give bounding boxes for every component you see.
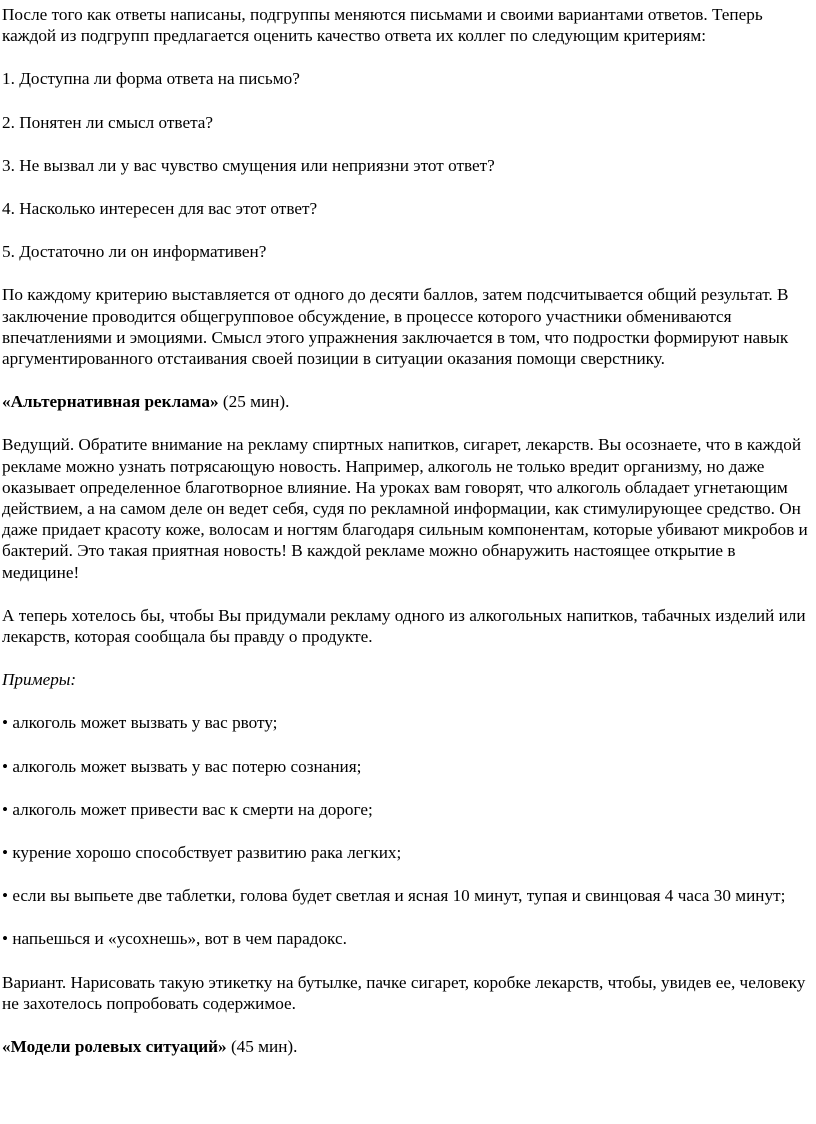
section-title: «Альтернативная реклама»	[2, 392, 219, 412]
criterion-5: 5. Достаточно ли он информативен?	[2, 242, 267, 262]
leader-paragraph: Ведущий. Обратите внимание на рекламу спиртных напитков, сигарет, лекарств. Вы осознаете, что в каждой рекламе можно узнать потрясающую новость. Например, алкоголь не только вредит организму, но даже оказывает определенное благотворное влияние. На уроках вам говорят, что алкоголь обладает угнетающим действием, а на самом деле он ведет себя, судя по рекламной информации, как стимулирующее средство. Он даже придает красоту коже, волосам и ногтям благодаря сильным компонентам, которые убивают микробов и бактерий. Это такая приятная новость! В каждой рекламе можно обнаружить настоящее открытие в медицине!	[2, 435, 808, 582]
example-item-3: • алкоголь может привести вас к смерти на дороге;	[2, 799, 373, 819]
example-item-2: • алкоголь может вызвать у вас потерю сознания;	[2, 756, 362, 776]
example-item-1: • алкоголь может вызвать у вас рвоту;	[2, 713, 278, 733]
criterion-3: 3. Не вызвал ли у вас чувство смущения или неприязни этот ответ?	[2, 155, 495, 175]
criterion-2: 2. Понятен ли смысл ответа?	[2, 112, 214, 132]
scoring-paragraph: По каждому критерию выставляется от одного до десяти баллов, затем подсчитывается общий результат. В заключение проводится общегрупповое обсуждение, в процессе которого участники обмениваются впечатлениями и эмоциями. Смысл этого упражнения заключается в том, что подростки формируют навык аргументированного отстаивания своей позиции в ситуации оказания помощи сверстнику.	[2, 285, 789, 369]
section-duration: (45 мин).	[226, 1037, 298, 1057]
example-item-5: • если вы выпьете две таблетки, голова будет светлая и ясная 10 минут, тупая и свинцовая 4 часа 30 минут;	[2, 886, 786, 906]
task-paragraph: А теперь хотелось бы, чтобы Вы придумали рекламу одного из алкогольных напитков, табачных изделий или лекарств, которая сообщала бы правду о продукте.	[2, 605, 806, 647]
example-item-6: • напьешься и «усохнешь», вот в чем парадокс.	[2, 929, 347, 949]
intro-paragraph: После того как ответы написаны, подгруппы меняются письмами и своими вариантами ответов. Теперь каждой из подгрупп предлагается оценить качество ответа их коллег по следующим критериям:	[2, 5, 763, 46]
section-title: «Модели ролевых ситуаций»	[2, 1037, 227, 1057]
section-heading-alternative-ads	[2, 391, 813, 412]
criterion-1: 1. Доступна ли форма ответа на письмо?	[2, 69, 300, 89]
section-heading-role-models	[2, 1036, 813, 1057]
section-duration: (25 мин).	[218, 392, 290, 412]
examples-label: Примеры:	[2, 670, 77, 690]
example-item-4: • курение хорошо способствует развитию рака легких;	[2, 843, 402, 863]
criterion-4: 4. Насколько интересен для вас этот ответ?	[2, 199, 318, 219]
variant-paragraph: Вариант. Нарисовать такую этикетку на бутылке, пачке сигарет, коробке лекарств, чтобы, увидев ее, человеку не захотелось попробовать содержимое.	[2, 972, 806, 1013]
